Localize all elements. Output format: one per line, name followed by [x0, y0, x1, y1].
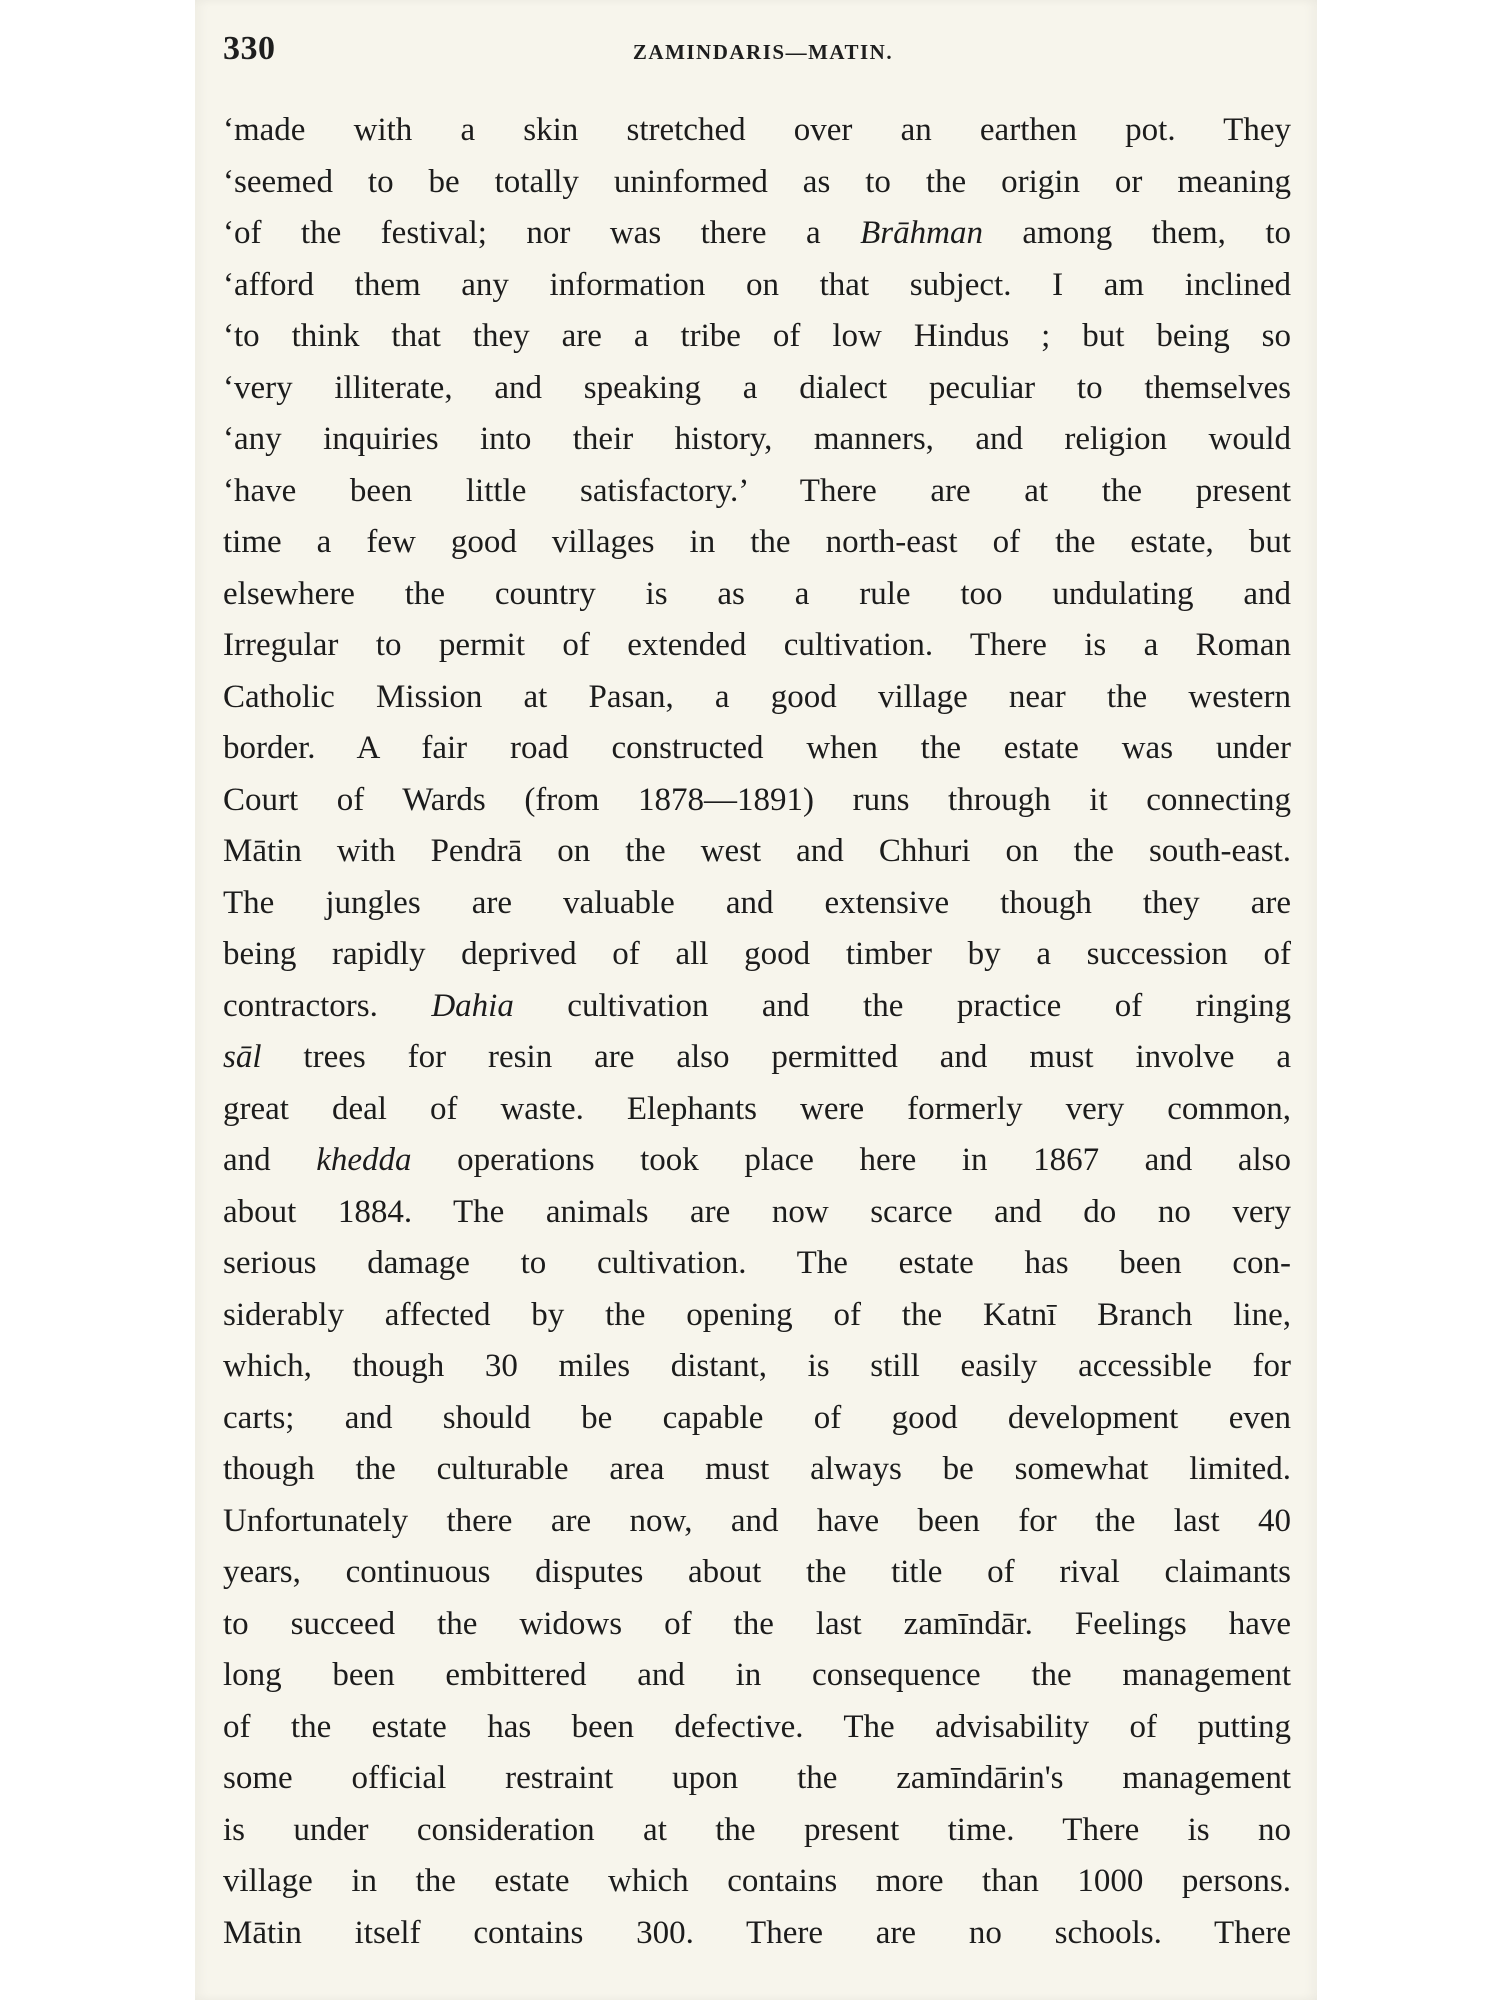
text-segment: border. A fair road constructed when the estate was under	[223, 730, 1291, 766]
text-segment: ‘afford them any information on that subject. I am inclined	[223, 266, 1291, 303]
text-line	[223, 929, 1291, 981]
text-line	[223, 157, 1291, 209]
text-line	[223, 1805, 1291, 1857]
text-line	[223, 1702, 1291, 1754]
text-segment: and	[223, 1142, 317, 1178]
text-line	[223, 208, 1291, 260]
text-segment: ‘made with a skin stretched over an earthen pot. They	[223, 112, 1291, 148]
text-segment: long been embittered and in consequence the management	[223, 1657, 1291, 1693]
text-segment: village in the estate which contains more than 1000 persons.	[223, 1863, 1291, 1899]
text-segment: carts; and should be capable of good development even	[223, 1399, 1291, 1436]
text-segment: time a few good villages in the north-east of the estate, but	[223, 524, 1291, 560]
italic-term: sāl	[223, 1039, 262, 1075]
text-line	[223, 775, 1291, 827]
italic-term: Brāhman	[860, 215, 983, 251]
text-line	[223, 1856, 1291, 1908]
text-line	[223, 1753, 1291, 1805]
text-segment: Mātin itself contains 300. There are no schools. There	[223, 1914, 1291, 1951]
text-segment: siderably affected by the opening of the Katnī Branch line,	[223, 1296, 1291, 1333]
text-segment: serious damage to cultivation. The estate has been con-	[223, 1245, 1291, 1281]
text-line	[223, 105, 1291, 157]
text-segment: to succeed the widows of the last zamīndār. Feelings have	[223, 1605, 1291, 1642]
text-line	[223, 1496, 1291, 1548]
text-line	[223, 466, 1291, 518]
italic-term: khedda	[316, 1142, 412, 1178]
text-segment: operations took place here in 1867 and also	[411, 1142, 1291, 1178]
text-line	[223, 672, 1291, 724]
text-line	[223, 517, 1291, 569]
italic-term: Dahia	[431, 987, 514, 1024]
text-segment: great deal of waste. Elephants were formerly very common,	[223, 1090, 1291, 1127]
text-segment: being rapidly deprived of all good timber by a succession of	[223, 936, 1291, 972]
text-segment: among them, to	[982, 215, 1291, 251]
text-line	[223, 981, 1291, 1033]
text-line	[223, 1290, 1291, 1342]
text-segment: ‘seemed to be totally uninformed as to the origin or meaning	[223, 163, 1291, 200]
text-line	[223, 1547, 1291, 1599]
text-segment: cultivation and the practice of ringing	[513, 987, 1291, 1024]
text-segment: some official restraint upon the zamīndārin's management	[223, 1760, 1291, 1796]
text-segment: which, though 30 miles distant, is still easily accessible for	[223, 1348, 1291, 1384]
book-page	[195, 0, 1317, 2000]
text-line	[223, 1135, 1291, 1187]
text-segment: ‘to think that they are a tribe of low Hindus ; but being so	[223, 318, 1291, 354]
text-line	[223, 1908, 1291, 1960]
body-text	[223, 105, 1291, 1959]
text-line	[223, 878, 1291, 930]
text-line	[223, 1444, 1291, 1496]
text-line	[223, 1341, 1291, 1393]
text-line	[223, 1393, 1291, 1445]
text-segment: ‘very illiterate, and speaking a dialect peculiar to themselves	[223, 369, 1291, 406]
text-segment: though the culturable area must always be somewhat limited.	[223, 1451, 1291, 1487]
text-segment: ‘any inquiries into their history, manners, and religion would	[223, 421, 1291, 457]
page-number: 330	[223, 30, 276, 67]
text-segment: about 1884. The animals are now scarce and do no very	[223, 1193, 1291, 1230]
text-segment: Mātin with Pendrā on the west and Chhuri on the south-east.	[223, 833, 1291, 869]
text-line	[223, 569, 1291, 621]
text-segment: Court of Wards (from 1878—1891) runs through it connecting	[223, 781, 1291, 818]
text-line	[223, 260, 1291, 312]
text-line	[223, 311, 1291, 363]
text-line	[223, 1650, 1291, 1702]
text-segment: Irregular to permit of extended cultivation. There is a Roman	[223, 627, 1291, 663]
text-segment: of the estate has been defective. The advisability of putting	[223, 1708, 1291, 1745]
text-segment: years, continuous disputes about the title of rival claimants	[223, 1554, 1291, 1590]
text-line	[223, 1238, 1291, 1290]
text-line	[223, 363, 1291, 415]
text-segment: Unfortunately there are now, and have been for the last 40	[223, 1502, 1291, 1539]
page-header	[223, 30, 1303, 74]
text-segment: elsewhere the country is as a rule too undulating and	[223, 575, 1291, 612]
text-line	[223, 826, 1291, 878]
running-head: ZAMINDARIS—MATIN.	[632, 40, 894, 64]
text-line	[223, 1032, 1291, 1084]
text-segment: contractors.	[223, 987, 432, 1024]
text-line	[223, 1187, 1291, 1239]
text-segment: is under consideration at the present time. There is no	[223, 1811, 1291, 1848]
text-segment: ‘of the festival; nor was there a	[223, 215, 861, 251]
text-segment: The jungles are valuable and extensive though they are	[223, 884, 1291, 921]
text-segment: trees for resin are also permitted and must involve a	[261, 1039, 1291, 1075]
text-line	[223, 620, 1291, 672]
text-segment: ‘have been little satisfactory.’ There are at the present	[223, 472, 1291, 509]
text-line	[223, 414, 1291, 466]
text-line	[223, 723, 1291, 775]
text-segment: Catholic Mission at Pasan, a good village near the western	[223, 678, 1291, 715]
text-line	[223, 1084, 1291, 1136]
text-line	[223, 1599, 1291, 1651]
